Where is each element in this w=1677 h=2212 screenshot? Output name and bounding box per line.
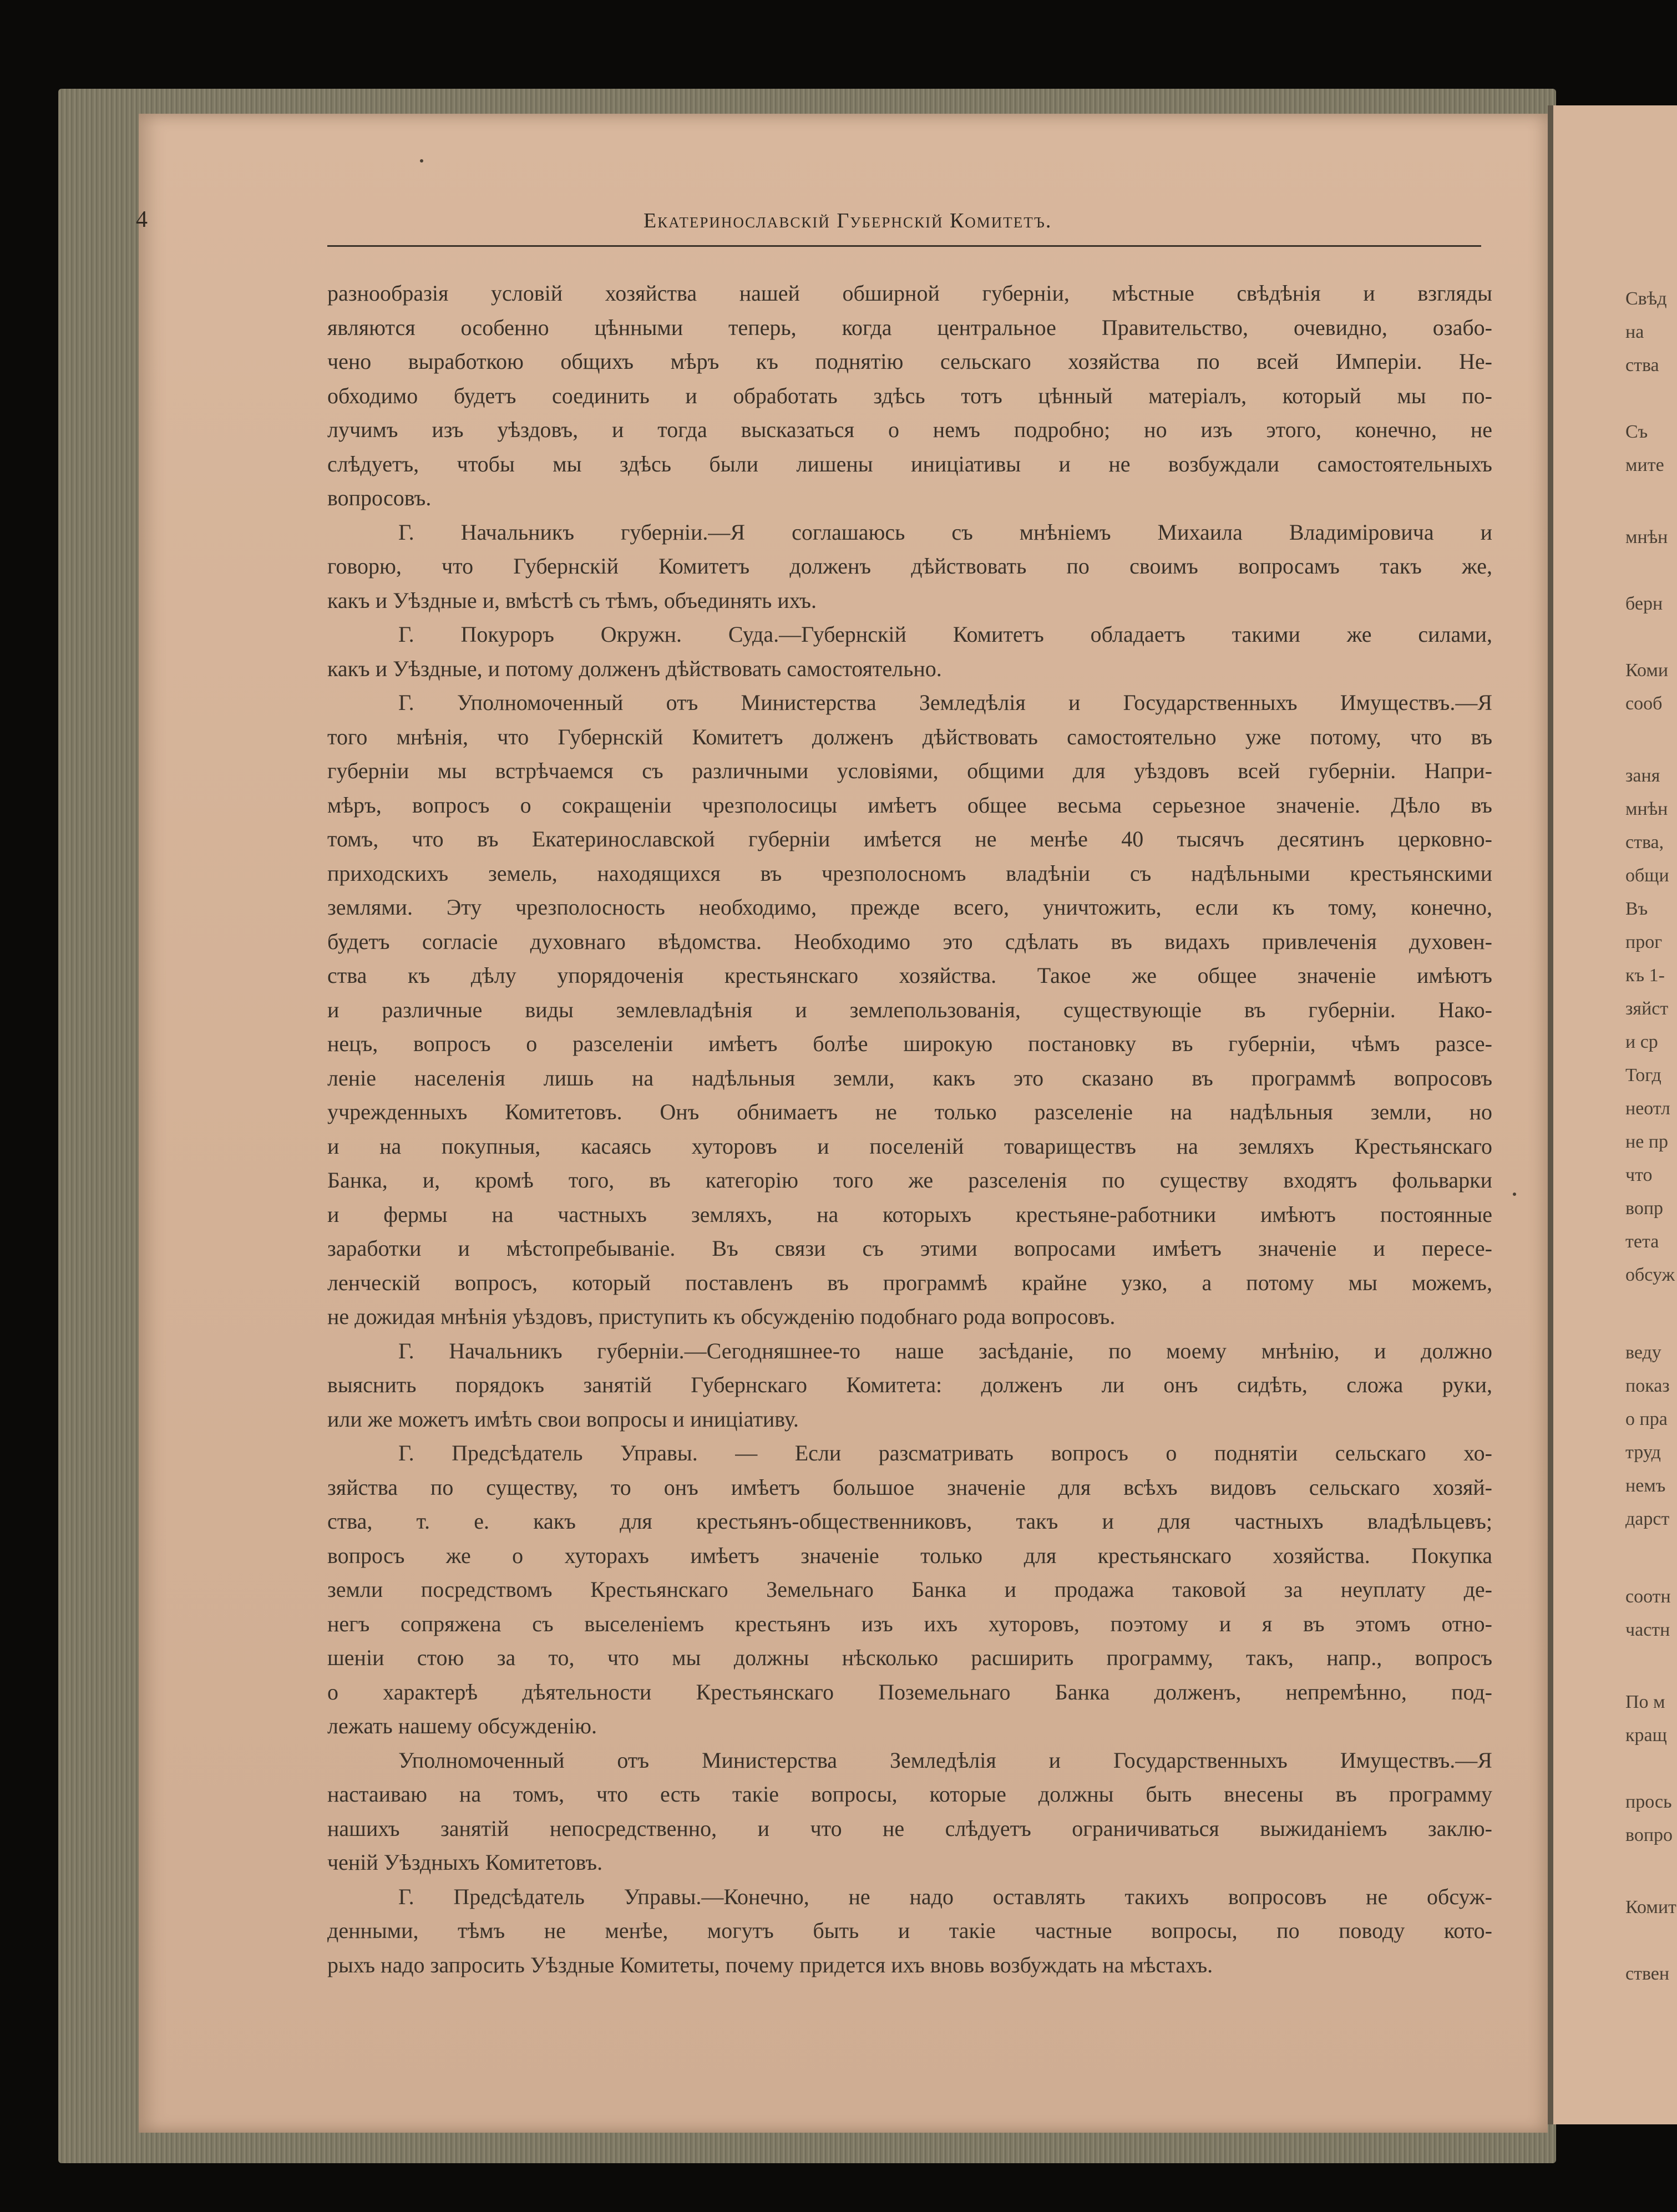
text-line: ства, т. е. какъ для крестьянъ-общественниковъ, такъ и для частныхъ владѣльцевъ; (327, 1509, 1492, 1534)
text-line: землями. Эту чрезполосность необходимо, прежде всего, уничтожить, если къ тому, конечно, (327, 895, 1492, 920)
facing-page-fragment: веду (1625, 1342, 1661, 1363)
facing-page-fragment: ства, (1625, 832, 1664, 853)
facing-page-fragment: тета (1625, 1231, 1659, 1252)
text-line: Г. Покуроръ Окружн. Суда.—Губернскій Комитетъ обладаетъ такими же силами, (398, 622, 1492, 647)
text-line: лежать нашему обсужденію. (327, 1713, 597, 1738)
facing-page-fragment: и ср (1625, 1032, 1658, 1052)
text-line: являются особенно цѣнными теперь, когда центральное Правительство, очевидно, озабо- (327, 314, 1492, 340)
facing-page-fragment: Съ (1625, 422, 1648, 442)
text-line: вопросъ же о хуторахъ имѣетъ значеніе только для крестьянскаго хозяйства. Покупка (327, 1543, 1492, 1568)
facing-page-fragment: показ (1625, 1376, 1670, 1396)
facing-page-fragment: зяйст (1625, 998, 1669, 1019)
facing-page-fragment: частн (1625, 1620, 1670, 1640)
text-line: слѣдуетъ, чтобы мы здѣсь были лишены иниціативы и не возбуждали самостоятельныхъ (327, 451, 1492, 476)
text-line: и фермы на частныхъ земляхъ, на которыхъ крестьяне-работники имѣютъ постоянные (327, 1201, 1492, 1227)
facing-page-fragment: Комит (1625, 1897, 1676, 1917)
facing-page-fragment: неотл (1625, 1098, 1670, 1119)
text-line: или же можетъ имѣть свои вопросы и иниціативу. (327, 1406, 799, 1432)
text-line: учрежденныхъ Комитетовъ. Онъ обнимаетъ не только разселеніе на надѣльныя земли, но (327, 1099, 1492, 1124)
text-line: и на покупныя, касаясь хуторовъ и поселеній товариществъ на земляхъ Крестьянскаго (327, 1133, 1492, 1159)
text-line: какъ и Уѣздные, и потому долженъ дѣйствовать самостоятельно. (327, 656, 942, 681)
facing-page-fragment: къ 1- (1625, 965, 1665, 986)
text-line: нецъ, вопросъ о разселеніи имѣетъ болѣе широкую постановку въ губерніи, чѣмъ разсе- (327, 1031, 1492, 1056)
text-line: Г. Предсѣдатель Управы.—Конечно, не надо оставлять такихъ вопросовъ не обсуж- (398, 1884, 1492, 1909)
paragraph (327, 276, 1492, 515)
text-line: и различные виды землевладѣнія и землепользованія, существующіе въ губерніи. Нако- (327, 997, 1492, 1022)
body-text (327, 276, 1492, 1982)
text-line: говорю, что Губернскій Комитетъ долженъ дѣйствовать по своимъ вопросамъ такъ же, (327, 554, 1492, 579)
text-line: лучимъ изъ уѣздовъ, и тогда высказаться о немъ подробно; но изъ этого, конечно, не (327, 417, 1492, 442)
facing-page-fragment: мнѣн (1625, 527, 1668, 547)
ink-speck (420, 159, 423, 163)
text-line: ства къ дѣлу упорядоченія крестьянскаго хозяйства. Такое же общее значеніе имѣютъ (327, 963, 1492, 988)
text-line: о характерѣ дѣятельности Крестьянскаго Поземельнаго Банка долженъ, непремѣнно, под- (327, 1679, 1492, 1704)
text-line: Уполномоченный отъ Министерства Земледѣлія и Государственныхъ Имуществъ.—Я (398, 1747, 1492, 1773)
facing-page-fragment: прог (1625, 932, 1663, 952)
facing-page-fragment: ства (1625, 355, 1659, 376)
paragraph (327, 515, 1492, 618)
header-rule (327, 245, 1481, 247)
paragraph (327, 1436, 1492, 1743)
text-line: зяйства по существу, то онъ имѣетъ большое значеніе для всѣхъ видовъ сельскаго хозяй- (327, 1474, 1492, 1500)
text-line: того мнѣнія, что Губернскій Комитетъ долженъ дѣйствовать самостоятельно уже потому, что въ (327, 724, 1492, 749)
text-line: выяснить порядокъ занятій Губернскаго Комитета: долженъ ли онъ сидѣть, сложа руки, (327, 1372, 1492, 1397)
text-line: обходимо будетъ соединить и обработать здѣсь тотъ цѣнный матеріалъ, который мы по- (327, 383, 1492, 408)
text-line: не дожидая мнѣнія уѣздовъ, приступить къ обсужденію подобнаго рода вопросовъ. (327, 1304, 1116, 1329)
running-title: Екатеринославскій Губернскій Комитетъ. (644, 209, 1052, 232)
facing-page-fragment: о пра (1625, 1409, 1668, 1429)
facing-page-fragment: что (1625, 1165, 1653, 1185)
ink-speck (1513, 1193, 1516, 1196)
page-number: 4 (136, 207, 148, 232)
facing-page-fragment: Коми (1625, 660, 1669, 681)
text-line: леніе населенія лишь на надѣльныя земли, какъ это сказано въ программѣ вопросовъ (327, 1065, 1492, 1090)
text-line: Г. Предсѣдатель Управы. — Если разсматривать вопросъ о поднятіи сельскаго хо- (398, 1440, 1492, 1465)
text-line: будетъ согласіе духовнаго вѣдомства. Необходимо это сдѣлать въ видахъ привлеченія духовен- (327, 929, 1492, 954)
facing-page-fragment: дарст (1625, 1509, 1670, 1529)
facing-page-fragment: не пр (1625, 1132, 1668, 1152)
facing-page-fragment: мите (1625, 455, 1664, 475)
text-line: разнообразія условій хозяйства нашей обширной губерніи, мѣстные свѣдѣнія и взгляды (327, 281, 1492, 306)
text-line: томъ, что въ Екатеринославской губерніи имѣется не менѣе 40 тысячъ десятинъ церковно- (327, 826, 1492, 851)
facing-page-fragment: заня (1625, 765, 1660, 786)
facing-page-fragment: берн (1625, 593, 1663, 614)
text-line: ченій Уѣздныхъ Комитетовъ. (327, 1850, 603, 1875)
text-line: заработки и мѣстопребываніе. Въ связи съ этими вопросами имѣетъ значеніе и пересе- (327, 1236, 1492, 1261)
text-line: приходскихъ земель, находящихся въ чрезполосномъ владѣніи съ надѣльными крестьянскими (327, 860, 1492, 886)
text-line: ленческій вопросъ, который поставленъ въ программѣ крайне узко, а потому мы можемъ, (327, 1270, 1492, 1295)
text-line: негъ сопряжена съ выселеніемъ крестьянъ изъ ихъ хуторовъ, поэтому и я въ этомъ отно- (327, 1611, 1492, 1636)
facing-page-fragment: мнѣн (1625, 799, 1668, 819)
facing-page-fragment: общи (1625, 865, 1669, 886)
paragraph (327, 1743, 1492, 1880)
text-line: Банка, и, кромѣ того, въ категорію того же разселенія по существу входятъ фольварки (327, 1168, 1492, 1193)
text-line: рыхъ надо запросить Уѣздные Комитеты, почему придется ихъ вновь возбуждать на мѣстахъ. (327, 1952, 1213, 1977)
text-line: губерніи мы встрѣчаемся съ различными условіями, общими для уѣздовъ всей губерніи. Напри- (327, 758, 1492, 783)
text-line: настаиваю на томъ, что есть такіе вопросы, которые должны быть внесены въ программу (327, 1782, 1492, 1807)
facing-page-fragment: на (1625, 322, 1644, 342)
paragraph (327, 1334, 1492, 1437)
facing-page-fragment: обсуж (1625, 1265, 1675, 1285)
facing-page-fragment: труд (1625, 1442, 1661, 1463)
text-line: Г. Начальникъ губерніи.—Я соглашаюсь съ мнѣніемъ Михаила Владиміровича и (398, 519, 1492, 545)
text-line: денными, тѣмъ не менѣе, могутъ быть и такіе частные вопросы, по поводу кото- (327, 1918, 1492, 1943)
facing-page-fragment: ствен (1625, 1964, 1670, 1984)
text-line: мѣръ, вопросъ о сокращеніи чрезполосицы имѣетъ общее весьма серьезное значеніе. Дѣло въ (327, 792, 1492, 818)
facing-page-fragment: кращ (1625, 1725, 1667, 1746)
text-line: земли посредствомъ Крестьянскаго Земельнаго Банка и продажа таковой за неуплату де- (327, 1577, 1492, 1602)
paragraph (327, 1880, 1492, 1982)
facing-page-fragment: Тогд (1625, 1065, 1661, 1085)
text-line: нашихъ занятій непосредственно, и что не слѣдуетъ ограничиваться выжиданіемъ заклю- (327, 1815, 1492, 1841)
text-line: чено выработкою общихъ мѣръ къ поднятію сельскаго хозяйства по всей Имперіи. Не- (327, 349, 1492, 374)
facing-page-fragment: Въ (1625, 899, 1648, 919)
text-line: вопросовъ. (327, 485, 432, 510)
facing-page-fragment: вопр (1625, 1198, 1664, 1219)
facing-page-fragment: По м (1625, 1692, 1665, 1712)
text-line: Г. Начальникъ губерніи.—Сегодняшнее-то наше засѣданіе, по моему мнѣнію, и должно (398, 1338, 1492, 1363)
facing-page-fragment: сооб (1625, 693, 1663, 714)
facing-page-fragment: Свѣд (1625, 288, 1667, 309)
text-line: Г. Уполномоченный отъ Министерства Земледѣлія и Государственныхъ Имуществъ.—Я (398, 690, 1492, 715)
paragraph (327, 686, 1492, 1334)
facing-page-fragment: вопро (1625, 1825, 1673, 1845)
facing-page-fragment: соотн (1625, 1586, 1671, 1607)
facing-page-fragment: немъ (1625, 1475, 1666, 1496)
facing-page-fragment: прось (1625, 1792, 1672, 1812)
paragraph (327, 617, 1492, 686)
text-line: шеніи стою за то, что мы должны нѣсколько расширить программу, такъ, напр., вопросъ (327, 1645, 1492, 1670)
text-line: какъ и Уѣздные и, вмѣстѣ съ тѣмъ, объединять ихъ. (327, 587, 817, 613)
